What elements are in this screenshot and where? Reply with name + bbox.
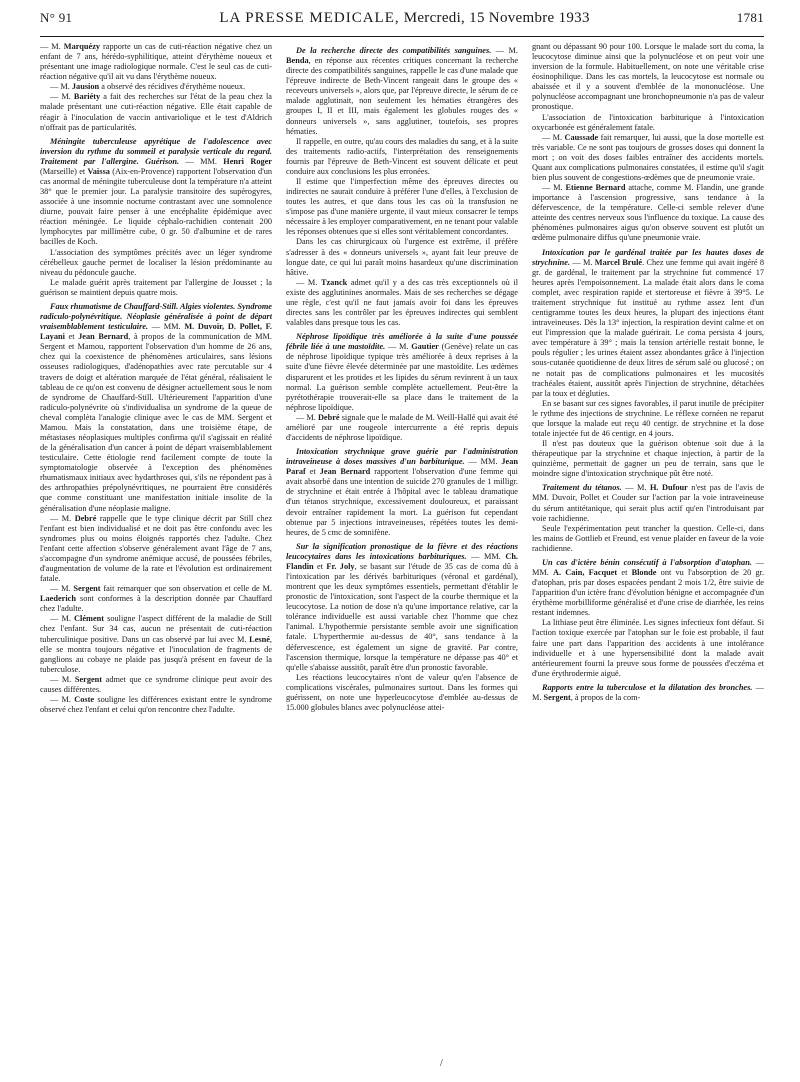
paragraph: gnant ou dépassant 90 pour 100. Lorsque le malade sort du coma, la leucocytose diminue ainsi que la polynucléose et on peut voir une inversion de la formule. Habituellement, on note une véritable crise éosinophilique. Dans les cas mortels, la leucocytose est normale ou abaissée et il y a souvent d'emblée de la mononucléose. Une polynucléose accompagnant une bronchopneumonie n'a pas de valeur pronostique. (532, 42, 764, 112)
page-number: 1781 (736, 10, 764, 25)
paragraph: — M. Bariéty a fait des recherches sur l'état de la peau chez la malade présentant une cuti-réaction négative. Elle était capable de réagir à l'inoculation de vaccin antivariolique et le test d'Aldrich n'offrait pas de particularités. (40, 92, 272, 132)
section-title: Un cas d'ictère bénin consécutif à l'absorption d'atophan. (542, 557, 752, 567)
section-heading (40, 137, 272, 248)
section-title: Faux rhumatisme de Chauffard-Still. Algies violentes. Syndrome radiculo-polynévritique. Néoplasie généralisée à point de départ vraisemblablement testiculaire. (40, 301, 272, 332)
paragraph: Seule l'expérimentation peut trancher la question. Celle-ci, dans les mains de Gottlieb et Freund, est venue plaider en faveur de la voie rachidienne. (532, 523, 764, 553)
paragraph: Le malade guérit après traitement par l'allergine de Jousset ; la guérison se maintient depuis quatre mois. (40, 277, 272, 297)
paragraph: — M. Jausion a observé des récidives d'érythème noueux. (50, 82, 246, 92)
section-heading (532, 558, 764, 618)
section-title: Sur la signification pronostique de la fièvre et des réactions leucocytaires dans les intoxications barbituriques. (286, 541, 518, 561)
section-title: Méningite tuberculeuse apyrétique de l'adolescence avec inversion du rythme du sommeil et paralysie verticale du regard. Traitement par l'allergine. Guérison. (40, 136, 272, 166)
paragraph: En se basant sur ces signes favorables, il parut inutile de précipiter le rythme des injections de strychnine. Le réflexe cornéen ne reparut que lorsque la malade eut reçu 40 centigr. de strychnine et la dose totale injectée fut de 46 centigr. en 4 jours. (532, 398, 764, 438)
paragraph: — M. Sergent fait remarquer que son observation et celle de M. Laederich sont conformes à la description donnée par Chauffard chez l'adulte. (40, 584, 272, 614)
section-title: Intoxication par le gardénal traitée par les hautes doses de strychnine. (532, 247, 764, 267)
paragraph: — M. Coste souligne les différences existant entre le syndrome observé chez l'enfant et celui qu'on rencontre chez l'adulte. (40, 695, 272, 715)
header-rule (40, 36, 764, 37)
paragraph: Les réactions leucocytaires n'ont de valeur qu'en l'absence de complications viscérales, pulmonaires surtout. Dans les formes qui guérissent, on note une hyperleucocytose d'emblée au-dessus de 15.000 globules blancs avec polynucléose attei- (286, 672, 518, 712)
issue-number: N° 91 (40, 10, 73, 25)
section-authors-text: — M. Sergent, à propos de la com- (532, 682, 764, 702)
section-heading (286, 46, 518, 137)
section-heading (286, 542, 518, 673)
section-authors-text: — M. Benda, en réponse aux récentes critiques concernant la recherche directe des compatibilités sanguines, rappelle le cas d'une malade que l'épreuve indirecte de Beth-Vincent rangeait dans le groupe des « receveurs universels », alors que, par l'épreuve directe, le sérum de ce malade agglutinait, non seulement les hématies étrangères des groupes I, II et III, mais également les globules rouges des « donneurs universels », sans agglutiner, toutefois, ses propres hématies. (286, 46, 518, 136)
section-heading (286, 447, 518, 538)
paragraph: L'association des symptômes précités avec un léger syndrome cérébelleux gauche permet de localiser la lésion prédominante au niveau du pédoncule gauche. (40, 247, 272, 277)
journal-masthead (219, 10, 589, 27)
section-authors-text: — M. H. Dufour n'est pas de l'avis de MM. Duvoir, Pollet et Couder sur l'action par la voie intraveineuse du sérum antitétanique, qui serait plus actif qu'en l'introduisant par voie rachidienne. (532, 483, 764, 523)
paragraph: Il n'est pas douteux que la guérison obtenue soit due à la thérapeutique par la strychnine et chaque injection, à partir de la quinzième, permettait de gagner un peu de terrain, sans que le moindre signe d'intoxication strychnique pût être noté. (532, 439, 764, 479)
paragraph: Dans les cas chirurgicaux où l'urgence est extrême, il préfère s'adresser à des « donneurs universels », ayant fait leur preuve de longue date, ce qui lui paraît moins hasardeux qu'une discrimination hâtive. (286, 237, 518, 277)
paragraph: — M. Caussade fait remarquer, lui aussi, que la dose mortelle est très variable. Ce ne sont pas toujours de grosses doses qui donnent la mort ; on voit des doses faibles entraîner des accidents mortels. Quant aux complications pulmonaires constatées, il estime qu'il s'agit bien plus souvent de congestions-œdèmes que de pneumonie vraie. (532, 132, 764, 183)
section-heading (532, 483, 764, 523)
section-authors-text: — MM. Jean Paraf et Jean Bernard rapportent l'observation d'une femme qui avait absorbé dans une intention de suicide 270 granules de 1 milligr. de strychnine et était entrée à l'hôpital avec le tableau dramatique d'un tétanos strychnique, excessivement douloureux, et paraissant devoir entraîner rapidement la mort. La guérison fut cependant obtenue par 5 injections intraveineuses, répétées toutes les demi-heures, de 5 cmc de somnifène. (286, 457, 518, 537)
journal-name: LA PRESSE MEDICALE, (219, 10, 400, 26)
paragraph: — M. Debré rappelle que le type clinique décrit par Still chez l'enfant est bien individualisé et ne doit pas être confondu avec les syndromes plus ou moins éloignés rapportés chez l'adulte. Chez l'enfant cette affection s'observe généralement avant l'âge de 7 ans, s'accompagne d'un syndrome anémique accusé, de poussées fébriles, d'augmentation de volume de la rate et l'évolution est ordinairement fatale. (40, 513, 272, 584)
paragraph: — M. Etienne Bernard attache, comme M. Flandin, une grande importance à l'ascension progressive, sans tendance à la défervescence, de la température. Celle-ci semble relever d'une atteinte des centres nerveux sous l'influence du toxique. La cause des phénomènes pulmonaires aigus qu'on observe souvent est plutôt un œdème pulmonaire diffus qu'une pneumonie vraie. (532, 183, 764, 243)
section-title: Rapports entre la tuberculose et la dilatation des bronches. (542, 682, 753, 692)
section-heading (532, 683, 764, 703)
section-title: Traitement du tétanos. (542, 483, 622, 493)
page-mark: / (440, 1058, 443, 1069)
section-authors-text: — M. Gautier (Genève) relate un cas de néphrose lipoïdique typique très améliorée à deux reprises à la suite d'une fièvre élevée déterminée par une mastoïdite. Les œdèmes disparurent et les protides et les lipides du sérum revinrent à un taux normal. La guérison semble complète actuellement. Peut-être la pyrétothérapie trouverait-elle sa place dans le traitement de la néphrose lipoïdique. (286, 342, 518, 412)
column-1 (40, 42, 272, 1072)
section-authors-text: — M. Marcel Brulé. Chez une femme qui avait ingéré 8 gr. de gardénal, le traitement par la strychnine fut commencé 17 heures après l'empoisonnement. La malade était alors dans le coma complet, avec respiration rapide et stertoreuse et fièvre à 39°5. Le traitement strychnique fut institué au rythme assez lent d'un centigramme toutes les deux heures, la plupart des injections étant intraveineuses. Dès la 13° injection, la respiration devint calme et on eut l'impression que la malade guérirait. Le coma persista 4 jours, avec température à 39° ; mais la tension artérielle restait bonne, le pouls régulier ; les urines étaient assez abondantes grâce à l'injection sous-cutanée quotidienne de deux litres de sérum salé ou glucosé ; on ne notait pas de complications pulmonaires et les mucosités trachéales étaient, aussitôt après l'injection de strychnine, détachées par la toux et dégluties. (532, 257, 764, 398)
paragraph: Il rappelle, en outre, qu'au cours des maladies du sang, et à la suite des traitements radio-actifs, l'interprétation des renseignements fournis par l'épreuve de Beth-Vincent est souvent délicate et peut conduire aux conclusions les plus erronées. (286, 136, 518, 176)
section-authors-text: — MM. A. Cain, Facquet et Blonde ont vu l'absorption de 20 gr. d'atophan, pris par doses espacées pendant 2 mois 1/2, être suivie de l'apparition d'un ictère franc d'évolution bénigne et accompagnée d'un érythème morbilliforme généralisé et d'une crise de diarrhée, les reins restant indemnes. (532, 557, 764, 618)
page-header (40, 10, 764, 34)
paragraph: — M. Tzanck admet qu'il y a des cas très exceptionnels où il existe des agglutinines anormales. Mais de ses recherches se dégage une règle, c'est qu'il ne faut jamais avoir foi dans les épreuves directes sans les contrôler par les épreuves indirectes qui semblent valables dans presque tous les cas. (286, 277, 518, 328)
section-title: Intoxication strychnique grave guérie par l'administration intraveineuse à doses massives d'un barbiturique. (286, 447, 518, 467)
section-heading (40, 302, 272, 514)
paragraph: — M. Clément souligne l'aspect différent de la maladie de Still chez l'enfant. Sur 34 cas, aucun ne présentait de cuti-réaction tuberculinique positive. Dans un cas observé par lui avec M. Lesné, elle se montra toujours négative et l'inoculation de fragments de ganglions au cobaye ne plaide pas jusqu'à présent en faveur de la tuberculose. (40, 614, 272, 674)
issue-date: Mercredi, 15 Novembre 1933 (403, 10, 590, 26)
section-heading (532, 248, 764, 399)
section-title: Néphrose lipoïdique très améliorée à la suite d'une poussée fébrile liée à une mastoïdite. (286, 332, 518, 352)
section-heading (286, 332, 518, 413)
section-authors-text: — MM. M. Duvoir, D. Pollet, F. Layani et Jean Bernard, à propos de la communication de MM. Sergent et Mamou, rapportent l'observation d'un homme de 26 ans, chez qui la coexistence de phénomènes articulaires, sans lésions osseuses radiologiques, d'adénopathies avec rate percutable sur 4 travers de doigt et altération marquée de l'état général, réalisaient le tableau de ce qu'on est convenu de désigner actuellement sous le nom de syndrome de Chauffard-Still. Ultérieurement l'apparition d'une radiculo-polynévrite où s'individualisa un syndrome de la queue de cheval complèta l'analogie clinique avec le cas de MM. Sergent et Mamou. Mais la constatation, dans une troisième étape, de métastases néoplasiques multiples confirma qu'il s'agissait en réalité de la généralisation d'un cancer à point de départ vraisemblablement testiculaire. Cette étiologie rend facilement compte de toute la symptomatologie observée à l'exception des phénomènes rhumatismaux initiaux avec hydarthroses qui, s'ils ne répondent pas à des arthropathies prépolynévritiques, ne pourraient être considérés que comme constituant une manifestation initiale insolite de la généralisation d'une néoplasie maligne. (40, 322, 272, 513)
paragraph: Il estime que l'imperfection même des épreuves directes ou indirectes ne saurait conduire à préférer l'une d'elles, à l'exclusion de toutes les autres, et que dans tous les cas où la transfusion ne s'impose pas d'une manière urgente, il vaut mieux consacrer le temps nécessaire à les employer comparativement, en ne tenant pour valable les réponses obtenues que si elles sont véritablement concordantes. (286, 177, 518, 237)
paragraph: La lithiase peut être éliminée. Les signes infectieux font défaut. Si l'action toxique exercée par l'atophan sur le foie est probable, il faut faire une part dans l'apparition des accidents à une intolérance individuelle et à une hypersensibilité dont la malade avait antérieurement fourni la preuve sous forme de poussées d'eczéma et d'une érythrodermie aiguë. (532, 618, 764, 678)
paragraph: — M. Debré signale que le malade de M. Weill-Hallé qui avait été amélioré par une rougeole intercurrente a été repris depuis d'accidents de néphrose lipoïdique. (286, 412, 518, 442)
paragraph: L'association de l'intoxication barbiturique à l'intoxication oxycarbonée est généralement fatale. (532, 112, 764, 132)
section-authors-text: — MM. Ch. Flandin et Fr. Joly, se basant sur l'étude de 35 cas de coma dû à l'intoxication par les dérivés barbituriques (véronal et gardénal), montrent que les deux symptômes essentiels, permettant d'établir le pronostic de l'intoxication, sont l'aspect de la courbe thermique et la leucocytose. La notion de dose n'a qu'une importance relative, car la tolérance individuelle est aussi variable chez l'homme que chez l'animal. L'hypothermie persistante semble avoir une signification fatale. L'hyperthermie au-dessus de 40°, sans tendance à la défervescence, est également un signe de gravité. Par contre, l'ascension thermique, lorsque la température ne dépasse pas 40° et qu'elle s'abaisse aussitôt, paraît être d'un pronostic favorable. (286, 551, 518, 672)
section-title: De la recherche directe des compatibilités sanguines. (296, 46, 492, 55)
section-authors-text: — MM. Henri Roger (Marseille) et Vaissa (Aix-en-Provence) rapportent l'observation d'un cas anormal de méningite tuberculeuse dont la température n'a atteint 38° que le premier jour. La paralysie transitoire des supérogyres, associée à une insomnie nocturne contrastant avec une somnolence diurne, pouvait faire penser à une encéphalite épidémique avec réaction méningée. Le liquide céphalo-rachidien contenait 200 lymphocytes par millimètre cube, 0 gr. 50 d'albumine et de rares bacilles de Koch. (40, 156, 272, 247)
column-3 (532, 42, 764, 1072)
paragraph: — M. Marquézy rapporte un cas de cuti-réaction négative chez un enfant de 7 ans, hérédo-syphilitique, atteint d'érythème noueux et présentant une image radiologique normale. C'est le seul cas de cuti-réaction négative qu'il ait vu dans l'érythème noueux. (40, 42, 272, 82)
column-2 (286, 42, 518, 1072)
paragraph: — M. Sergent admet que ce syndrome clinique peut avoir des causes différentes. (40, 674, 272, 694)
